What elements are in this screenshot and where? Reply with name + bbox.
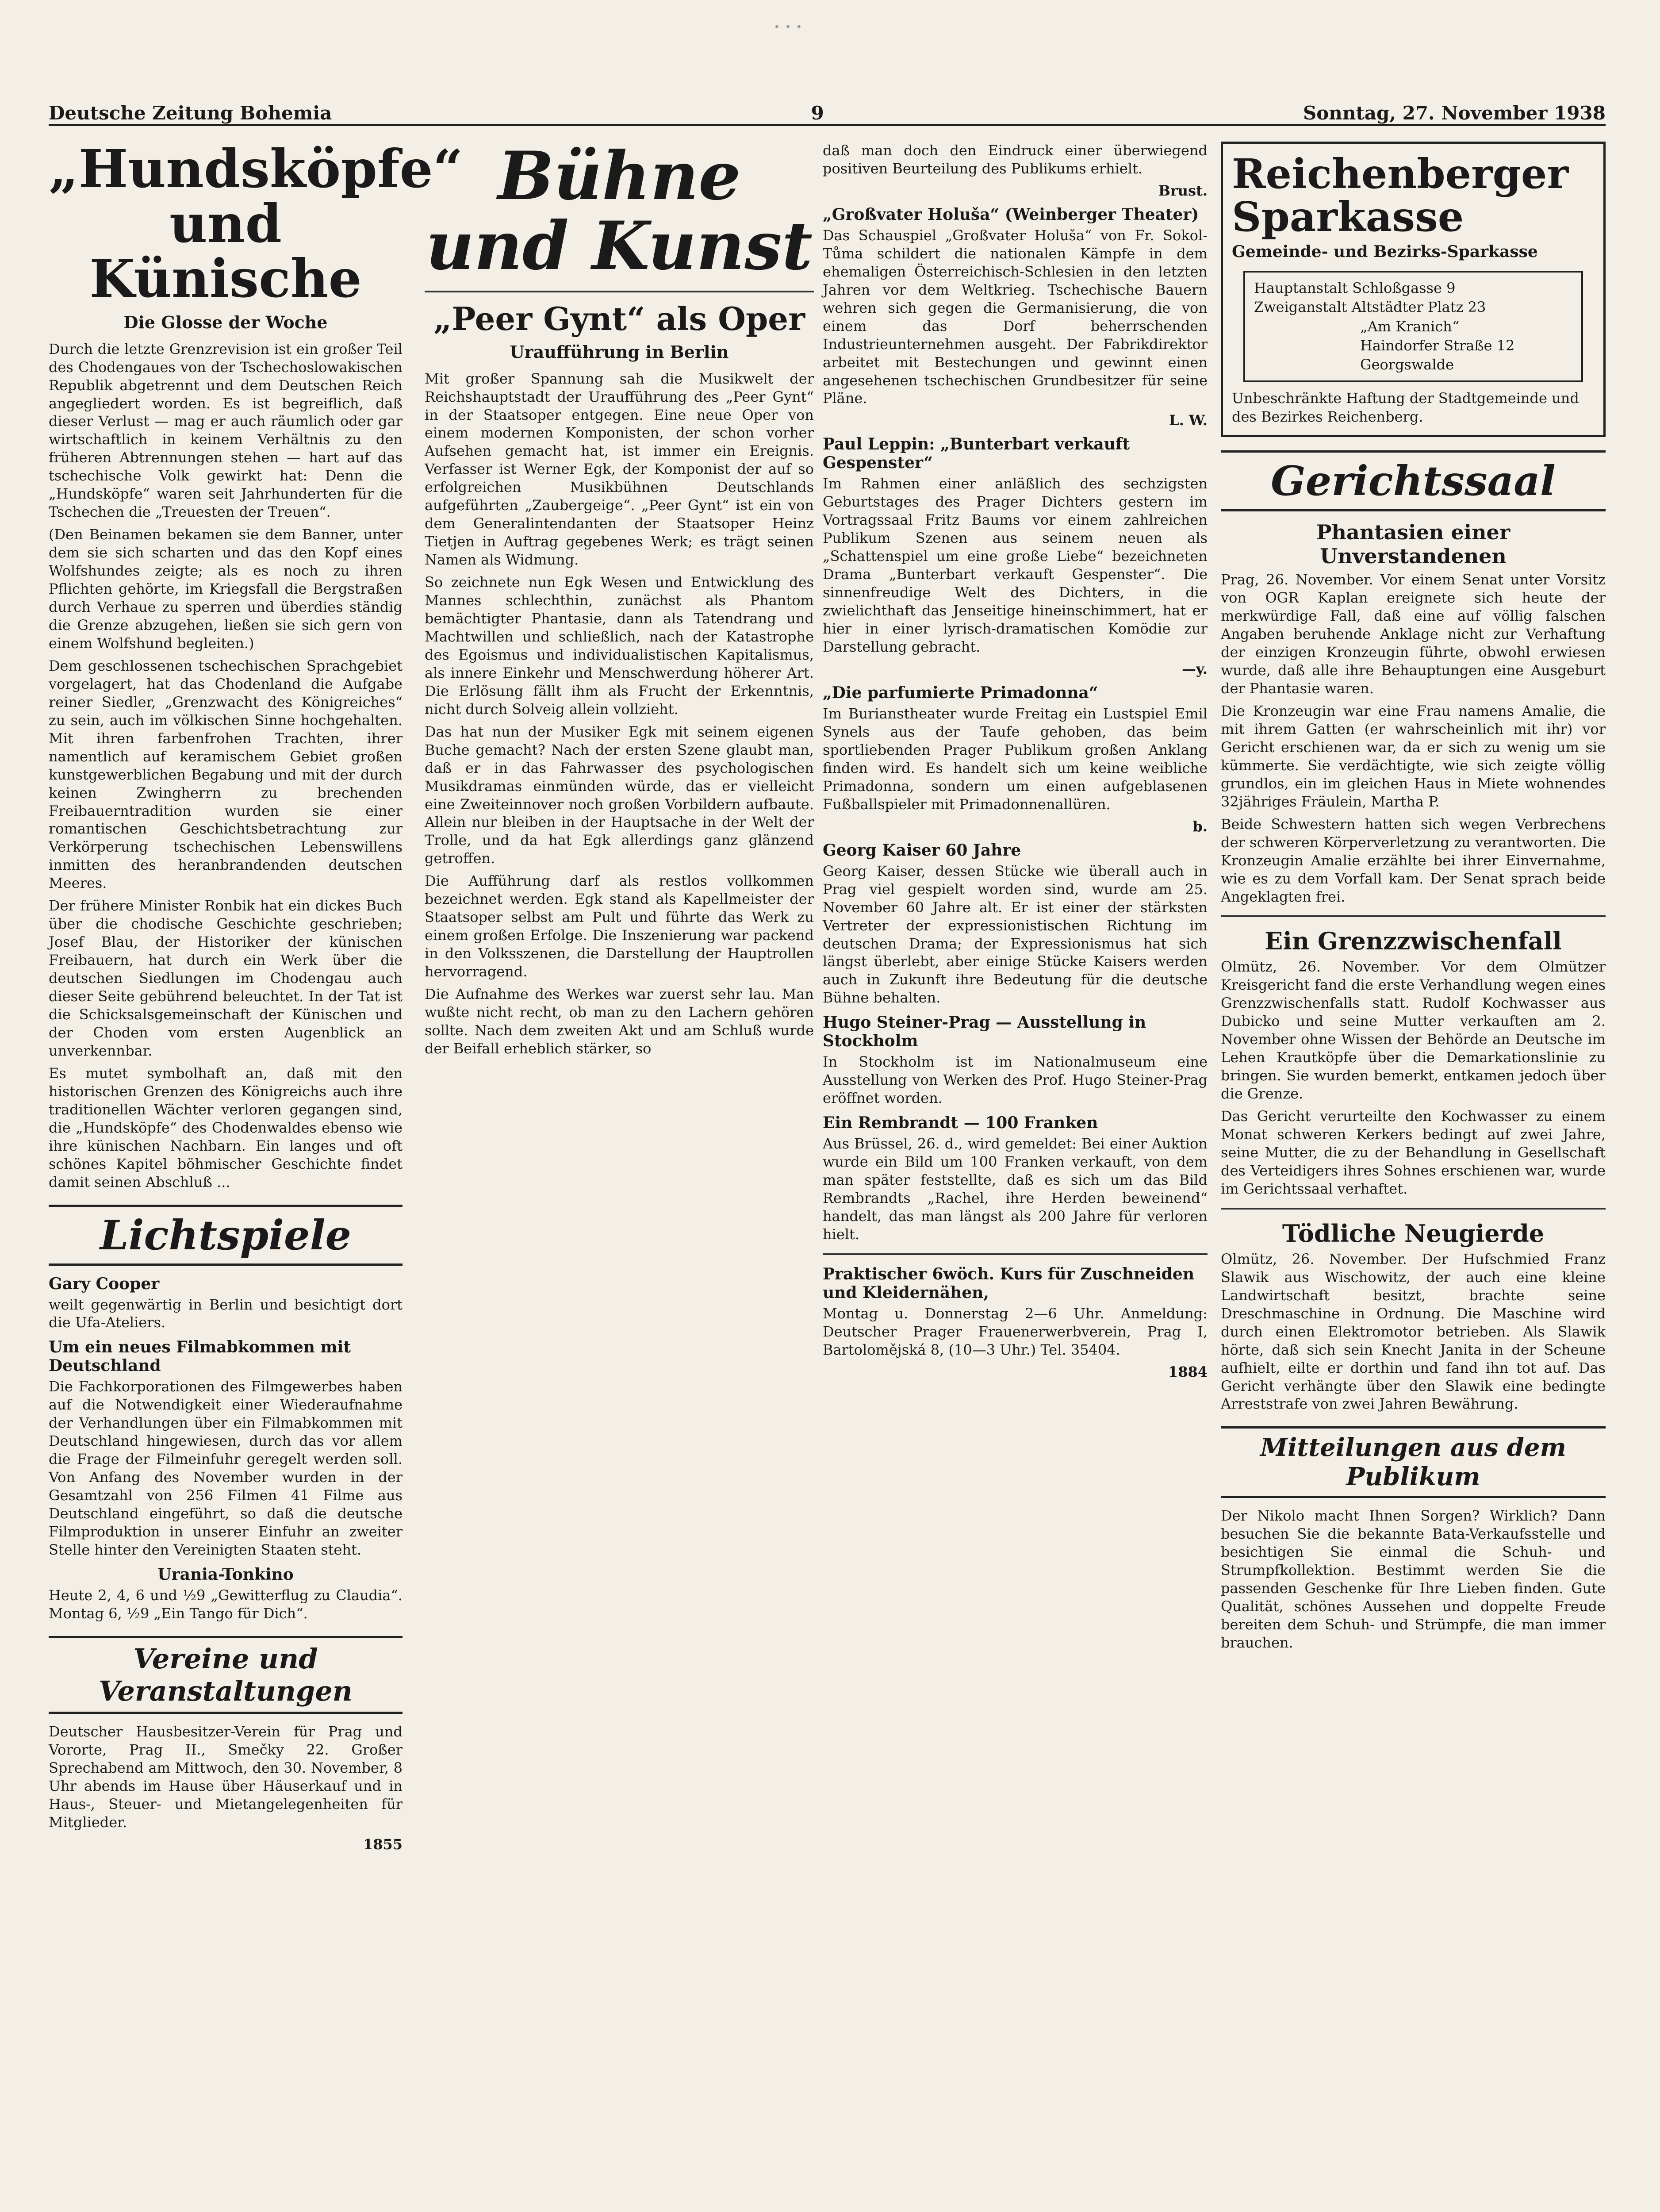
paragraph: Durch die letzte Grenzrevision ist ein großer Teil des Chodengaues von der Tschechoslowakischen Republik abgetrennt und dem Deutschen Reich angegliedert worden. Es ist begreiflich, daß dieser Verlust — mag er auch räumlich oder gar wirtschaftlich in keinem Verhältnis zu den früheren Abtrennungen stehen — hart auf das tschechische Volk gewirkt hat: Denn die „Hundsköpfe“ waren seit Jahrhunderten für die Tschechen die „Treuesten der Treuen“. (49, 340, 403, 521)
paragraph: Im Rahmen einer anläßlich des sechzigsten Geburtstages des Prager Dichters gestern im Vortragssaal Fritz Baums vor einem zahlreichen Publikum Szenen aus seinem neuen als „Schattenspiel um eine große Liebe“ bezeichneten Drama „Bunterbart verkauft Gespenster“. Die sinnenfreudige Welt des Dichters, in die zwielichthaft das Jenseitige hineinschimmert, hat er hier in einer lyrisch-dramatischen Komödie zur Darstellung gebracht. (823, 475, 1208, 656)
item-title: Ein Rembrandt — 100 Franken (823, 1114, 1098, 1133)
item-title: Tödliche Neugierde (1282, 1219, 1545, 1248)
ad-code: 1855 (363, 1836, 403, 1853)
author-signature: b. (1192, 818, 1208, 835)
item-title: Georg Kaiser 60 Jahre (823, 841, 1021, 860)
paragraph: Die Kronzeugin war eine Frau namens Amalie, die mit ihrem Gatten (er wahrscheinlich mit ihr) vor Gericht erschienen war, da er sich zu wenig um sie kümmerte. Sie verdächtigte, wie sich zeigte völlig grundlos, ein im gleichen Haus in Miete wohnendes 32jähriges Fräulein, Martha P. (1221, 702, 1606, 810)
paragraph: Das Gericht verurteilte den Kochwasser zu einem Monat schweren Kerkers bedingt auf zwei Jahre, seine Mutter, die zu der Behandlung in Gesellschaft des Verteidigers ihres Sohnes erschienen war, wurde im Gerichtssaal verhaftet. (1221, 1108, 1606, 1197)
paragraph: Mit großer Spannung sah die Musikwelt der Reichshauptstadt der Uraufführung des „Peer Gynt“ in der Staatsoper entgegen. Eine neue Oper von einem modernen Komponisten, der schon vorher Aufsehen gemacht hat, ist immer ein Ereignis. Verfasser ist Werner Egk, der Komponist der auf so erfolgreichen Musikbühnen Deutschlands aufgeführten „Zaubergeige“. „Peer Gynt“ ist ein von dem Generalintendanten der Staatsoper Heinz Tietjen in Auftrag gegebenes Werk; es trägt seinen Namen als Widmung. (425, 370, 814, 568)
bank-address: Haindorfer Straße 12 (1360, 337, 1515, 354)
paragraph: daß man doch den Eindruck einer überwiegend positiven Beurteilung des Publikums erhielt. (823, 142, 1208, 177)
masthead-date: Sonntag, 27. November 1938 (1303, 102, 1606, 124)
article-title-line2: und Künische (89, 192, 362, 309)
section-heading-lichtspiele: Lichtspiele (49, 1205, 403, 1266)
paragraph: Prag, 26. November. Vor einem Senat unter Vorsitz von OGR Kaplan ereignete sich heute der merkwürdige Fall, daß eine auf völlig falschen Angaben beruhende Anklage nicht zur Verhaftung der einzigen Kronzeugin führte, obwohl erwiesen wurde, daß alle ihre Behauptungen eine Ausgeburt der Phantasie waren. (1221, 571, 1606, 697)
column-1 (49, 138, 463, 1853)
item-title: Urania-Tonkino (157, 1565, 294, 1584)
item-title: Um ein neues Filmabkommen mit Deutschland (49, 1338, 351, 1375)
divider (1221, 1208, 1606, 1210)
section-heading-buehne: Bühne und Kunst (426, 137, 813, 285)
bank-subtitle: Gemeinde- und Bezirks-Sparkasse (1232, 242, 1538, 261)
column-4 (1221, 142, 1606, 1656)
paragraph: Die Aufnahme des Werkes war zuerst sehr lau. Man wußte nicht recht, ob man zu den Lachern gehören sollte. Nach dem zweiten Akt und am Schluß wurde der Beifall erheblich stärker, so (425, 986, 814, 1057)
section-heading-mitteilungen: Mitteilungen aus dem Publikum (1221, 1426, 1606, 1498)
bank-address: Georgswalde (1360, 356, 1454, 373)
item-title: Praktischer 6wöch. Kurs für Zuschneiden und Kleidernähen, (823, 1264, 1195, 1302)
item-title: Ein Grenzzwischenfall (1265, 927, 1562, 956)
article-title: „Peer Gynt“ als Oper (433, 300, 805, 338)
paragraph: Beide Schwestern hatten sich wegen Verbrechens der schweren Körperverletzung zu verantworten. Die Kronzeugin Amalie erzählte bei ihrer Einvernahme, wie es zu dem Vorfall kam. Der Senat sprach beide Angeklagten frei. (1221, 815, 1606, 905)
paragraph: Der Nikolo macht Ihnen Sorgen? Wirklich? Dann besuchen Sie die bekannte Bata-Verkaufsstelle und besichtigen Sie einmal die Schuh- und Strumpfkollektion. Bestimmt werden Sie die passenden Geschenke für Ihre Lieben finden. Gute Qualität, schönes Aussehen und doppelte Freude bereiten dem Schuh- und Strümpfe, die man immer brauchen. (1221, 1507, 1606, 1651)
section-heading-vereine: Vereine und Veranstaltungen (49, 1636, 403, 1714)
item-title: „Großvater Holuša“ (Weinberger Theater) (823, 205, 1199, 224)
item-title: Gary Cooper (49, 1274, 160, 1293)
bank-address: Hauptanstalt Schloßgasse 9 (1254, 280, 1456, 297)
paragraph: Deutscher Hausbesitzer-Verein für Prag und Vororte, Prag II., Smečky 22. Großer Sprechabend am Mittwoch, den 30. November, 8 Uhr abends im Hause über Häuserkauf und in Haus-, Steuer- und Mietangelegenheiten für Mitglieder. (49, 1723, 403, 1831)
paragraph: Das hat nun der Musiker Egk mit seinem eigenen Buche gemacht? Nach der ersten Szene glaubt man, daß er in das Fahrwasser des psychologischen Musikdramas einmünden würde, das er vielleicht eine Zweiteinnover noch großen Vorbildern aufbaute. Allein nur bleiben in der Hauptsache in der Welt der Trolle, und da hat Egk allerdings ganz glänzend getroffen. (425, 723, 814, 867)
author-signature: Brust. (1158, 182, 1208, 199)
page-number: 9 (811, 102, 824, 124)
bank-advertisement (1221, 142, 1606, 437)
author-signature: —y. (1181, 660, 1208, 677)
paragraph: Der frühere Minister Ronbik hat ein dickes Buch über die chodische Geschichte geschrieben; Josef Blau, der Historiker der künischen Freibauern, hat durch ein Werk über die deutschen Siedlungen im Chodengau auch dieser Seite gebührend beleuchtet. In der Tat ist die Schicksalsgemeinschaft der Künischen und der Choden vom ersten Augenblick an unverkennbar. (49, 897, 403, 1059)
column-2 (425, 137, 814, 1062)
stamp-mark: · · · (774, 18, 802, 36)
bank-note: Unbeschränkte Haftung der Stadtgemeinde und des Bezirkes Reichenberg. (1232, 390, 1579, 425)
item-title: Paul Leppin: „Bunterbart verkauft Gespenster“ (823, 435, 1130, 472)
paragraph: Dem geschlossenen tschechischen Sprachgebiet vorgelagert, hat das Chodenland die Aufgabe reiner Siedler, „Grenzwacht des Königreiches“ zu sein, auch im völkischen Sinne hochgehalten. Mit ihren farbenfrohen Trachten, ihrer namentlich auf keramischem Gebiet großen kunstgewerblichen Begabung und mit der durch keinen Zwingherrn zu brechenden Freibauerntradition wurden sie einer romantischen Geschichtsbetrachtung zur Verkörperung tschechischen Lebenswillens inmitten des heranbrandenden deutschen Meeres. (49, 657, 403, 892)
paragraph: Georg Kaiser, dessen Stücke wie überall auch in Prag viel gespielt worden sind, wurde am 25. November 60 Jahre alt. Er ist einer der stärksten Vertreter der expressionistischen Richtung im deutschen Drama; der Expressionismus hat sich längst überlebt, aber einige Stücke Kaisers werden auch in Zukunft ihre Bedeutung für die deutsche Bühne behalten. (823, 862, 1208, 1006)
paragraph: Die Aufführung darf als restlos vollkommen bezeichnet werden. Egk stand als Kapellmeister der Staatsoper selbst am Pult und führte das Werk zu einem großen Erfolge. Die Inszenierung war packend in den Volksszenen, die Darstellung der Hauptrollen hervorragend. (425, 872, 814, 980)
paragraph: Im Burianstheater wurde Freitag ein Lustspiel Emil Synels aus der Taufe gehoben, das beim sportliebenden Prager Publikum großen Anklang finden wird. Es handelt sich um keine weibliche Primadonna, sondern um einen aufgeblasenen Fußballspieler mit Primadonnenallüren. (823, 705, 1208, 813)
paragraph: weilt gegenwärtig in Berlin und besichtigt dort die Ufa-Ateliers. (49, 1296, 403, 1331)
paragraph: So zeichnete nun Egk Wesen und Entwicklung des Mannes schlechthin, zunächst als Phantom bemächtigter Phantasie, dann als Tatendrang und Machtwillen und schließlich, nach der Katastrophe des Egoismus und individualistischen Kapitalismus, als innere Einkehr und Menschwerdung höherer Art. Die Erlösung fällt ihm als Frucht der Erkenntnis, nicht durch Solveig allein vollzieht. (425, 574, 814, 718)
masthead-title: Deutsche Zeitung Bohemia (49, 102, 332, 124)
paragraph: Olmütz, 26. November. Vor dem Olmützer Kreisgericht fand die erste Verhandlung wegen eines Grenzzwischenfalls statt. Rudolf Kochwasser aus Dubicko und seine Mutter verkauften am 2. November ohne Wissen der Behörde an Deutsche im Lehen Krautköpfe über die Demarkationslinie zu bringen. Sie wurden bemerkt, entkamen jedoch über die Grenze. (1221, 958, 1606, 1102)
paragraph: In Stockholm ist im Nationalmuseum eine Ausstellung von Werken des Prof. Hugo Steiner-Prag eröffnet worden. (823, 1053, 1208, 1107)
paragraph: Olmütz, 26. November. Der Hufschmied Franz Slawik aus Wischowitz, der auch eine kleine Landwirtschaft besitzt, brachte seine Dreschmaschine in Ordnung. Die Maschine wird durch einen Elektromotor betrieben. Als Slawik hörte, daß sich sein Knecht Janita in der Scheune aufhielt, eilte er dorthin und fand ihn tot auf. Das Gericht verhängte über den Slawik eine bedingte Arreststrafe von zwei Jahren Bewährung. (1221, 1250, 1606, 1413)
item-title: Hugo Steiner-Prag — Ausstellung in Stockholm (823, 1013, 1146, 1051)
bank-address: Zweiganstalt Altstädter Platz 23 (1254, 299, 1486, 316)
paragraph: Heute 2, 4, 6 und ½9 „Gewitterflug zu Claudia“. Montag 6, ½9 „Ein Tango für Dich“. (49, 1586, 403, 1622)
article-subtitle: Uraufführung in Berlin (510, 342, 729, 362)
author-signature: L. W. (1169, 412, 1208, 429)
bank-address-box (1243, 271, 1583, 382)
masthead (49, 93, 1606, 126)
article-subtitle: Die Glosse der Woche (123, 312, 328, 332)
section-heading-gerichtssaal: Gerichtssaal (1221, 450, 1606, 511)
bank-address: „Am Kranich“ (1360, 318, 1460, 335)
paragraph: Das Schauspiel „Großvater Holuša“ von Fr. Sokol-Tůma schildert die nationalen Kämpfe in dem ehemaligen Österreichisch-Schlesien in den letzten Jahren vor dem Weltkrieg. Tschechische Bauern wehren sich gegen die Germanisierung, die von einem das Dorf beherrschenden Industrieunternehmen ausgeht. Der Fabrikdirektor arbeitet mit Bestechungen und gewinnt einen angesehenen tschechischen Grundbesitzer für seine Pläne. (823, 227, 1208, 407)
paragraph: Montag u. Donnerstag 2—6 Uhr. Anmeldung: Deutscher Prager Frauenerwerbverein, Prag I, Bartolomějská 8, (10—3 Uhr.) Tel. 35404. (823, 1305, 1208, 1358)
divider (1221, 915, 1606, 917)
bank-title-line1: Reichenberger (1232, 150, 1568, 198)
item-title: „Die parfumierte Primadonna“ (823, 683, 1098, 702)
paragraph: Die Fachkorporationen des Filmgewerbes haben auf die Notwendigkeit einer Wiederaufnahme der Verhandlungen über ein Filmabkommen mit Deutschland hingewiesen, durch das vor allem die Frage der Filmeinfuhr geregelt werden soll. Von Anfang des November wurden in der Gesamtzahl von 256 Filmen 41 Filme aus Deutschland eingeführt, so daß die deutsche Filmproduktion in unserer Einfuhr an zweiter Stelle hinter den Vereinigten Staaten steht. (49, 1378, 403, 1558)
item-title: Phantasien einer Unverstandenen (1316, 520, 1510, 568)
divider (823, 1253, 1208, 1255)
divider (425, 291, 814, 292)
ad-code: 1884 (1168, 1363, 1208, 1380)
bank-title-line2: Sparkasse (1232, 192, 1464, 241)
paragraph: (Den Beinamen bekamen sie dem Banner, unter dem sie sich scharten und das den Kopf eines Wolfshundes zeigte; als es noch zu ihren Pflichten gehörte, im Kriegsfall die Bergstraßen durch Verhaue zu sperren und überdies ständig die Grenze abzugehen, ließen sie sich gern von einem Wolfshund begleiten.) (49, 526, 403, 652)
column-3 (823, 142, 1208, 1380)
article-title-line1: „Hundsköpfe“ (49, 138, 463, 200)
paragraph: Aus Brüssel, 26. d., wird gemeldet: Bei einer Auktion wurde ein Bild um 100 Franken verkauft, von dem man später feststellte, daß es sich um das Bild Rembrandts „Rachel, ihre Herden beweinend“ handelt, das man längst als 200 Jahre für verloren hielt. (823, 1135, 1208, 1243)
paragraph: Es mutet symbolhaft an, daß mit den historischen Grenzen des Königreichs auch ihre traditionellen Wächter verloren gegangen sind, die „Hundsköpfe“ des Chodenwaldes ebenso wie ihre künischen Nachbarn. Ein langes und oft schönes Kapitel böhmischer Geschichte findet damit seinen Abschluß ... (49, 1064, 403, 1190)
